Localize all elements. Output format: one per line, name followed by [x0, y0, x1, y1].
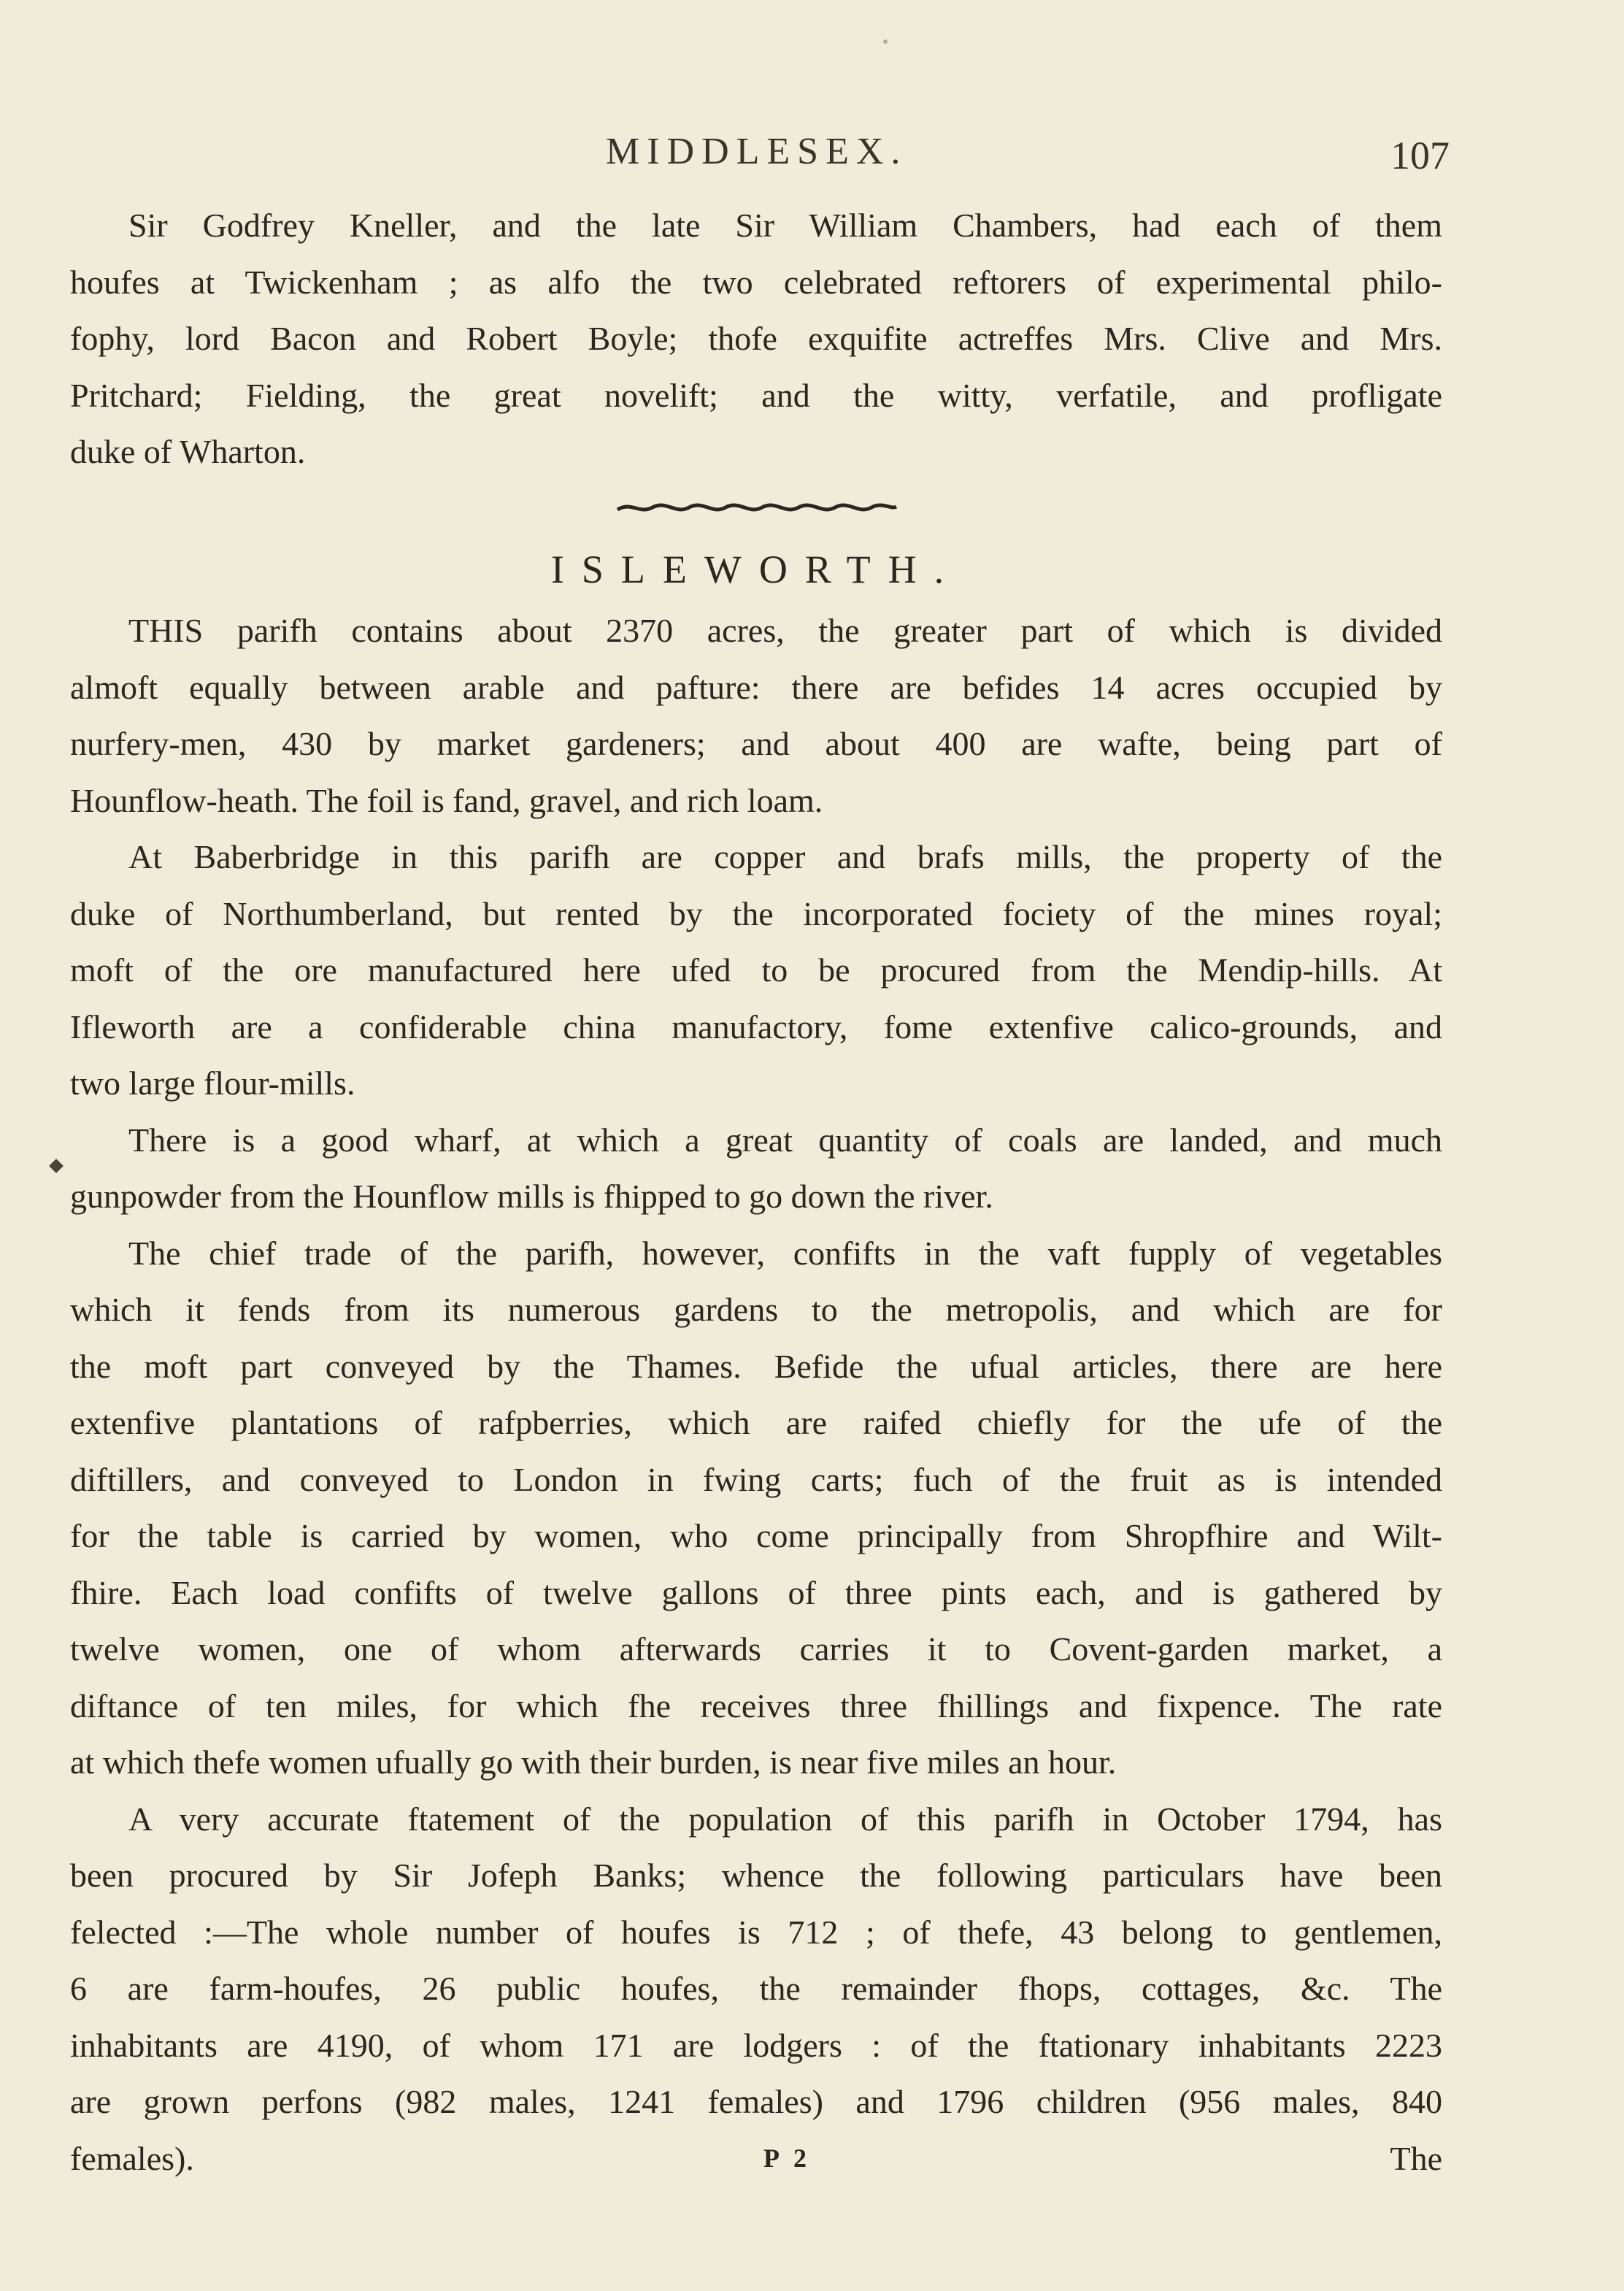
- text-line: diftillers, and conveyed to London in fwing carts; fuch of the fruit as is intended: [70, 1460, 1442, 1498]
- footer-line: [70, 2130, 1442, 2187]
- text-line: A very accurate ftatement of the population of this parifh in October 1794, has: [128, 1800, 1442, 1838]
- section-title: ISLEWORTH.: [550, 548, 962, 591]
- body-text: [70, 197, 1442, 2187]
- text-line: Hounflow-heath. The foil is fand, gravel, and rich loam.: [70, 781, 823, 819]
- text-line: Sir Godfrey Kneller, and the late Sir William Chambers, had each of them: [128, 207, 1442, 244]
- signature-mark: P 2: [763, 2143, 812, 2173]
- text-line: diftance of ten miles, for which fhe receives three fhillings and fixpence. The rate: [70, 1686, 1442, 1724]
- running-title: MIDDLESEX.: [606, 131, 908, 172]
- decorative-rule-icon: [610, 499, 902, 517]
- text-line: There is a good wharf, at which a great quantity of coals are landed, and much: [128, 1121, 1442, 1159]
- margin-mark: [49, 1159, 64, 1173]
- catchword: The: [1390, 2139, 1442, 2177]
- text-line: moft of the ore manufactured here ufed to be procured from the Mendip-hills. At: [70, 951, 1442, 989]
- page-number: 107: [1390, 134, 1450, 177]
- text-line: at which thefe women ufually go with their burden, is near five miles an hour.: [70, 1743, 1117, 1781]
- text-line: inhabitants are 4190, of whom 171 are lodgers : of the ftationary inhabitants 2223: [70, 2026, 1442, 2064]
- text-line: gunpowder from the Hounflow mills is fhipped to go down the river.: [70, 1178, 993, 1215]
- text-line: two large flour-mills.: [70, 1064, 355, 1102]
- text-line: felected :—The whole number of houfes is 712 ; of thefe, 43 belong to gentlemen,: [70, 1913, 1442, 1951]
- paragraph: [70, 1225, 1442, 1791]
- paragraph: [70, 1791, 1442, 2130]
- text-line: are grown perfons (982 males, 1241 females) and 1796 children (956 males, 840: [70, 2083, 1442, 2120]
- text-line: been procured by Sir Jofeph Banks; whence the following particulars have been: [70, 1857, 1442, 1894]
- text-line: houfes at Twickenham ; as alfo the two celebrated reftorers of experimental philo-: [70, 263, 1442, 301]
- text-line: fhire. Each load confifts of twelve gallons of three pints each, and is gathered by: [70, 1573, 1442, 1611]
- page-header: [0, 130, 1624, 188]
- paper-speck: [883, 39, 888, 44]
- text-line: nurfery-men, 430 by market gardeners; and about 400 are wafte, being part of: [70, 725, 1442, 762]
- paragraph: [70, 602, 1442, 829]
- text-line: Pritchard; Fielding, the great novelift; and the witty, verfatile, and profligate: [70, 376, 1442, 414]
- section-ornament: [70, 480, 1442, 537]
- text-line: extenfive plantations of rafpberries, which are raifed chiefly for the ufe of the: [70, 1404, 1442, 1441]
- intro-paragraph: [70, 197, 1442, 480]
- text-line: At Baberbridge in this parifh are copper and brafs mills, the property of the: [128, 838, 1442, 875]
- paragraph: [70, 1112, 1442, 1225]
- text-line-end: females).: [70, 2139, 194, 2177]
- text-line: 6 are farm-houfes, 26 public houfes, the remainder fhops, cottages, &c. The: [70, 1970, 1442, 2007]
- text-line: duke of Northumberland, but rented by the incorporated fociety of the mines royal;: [70, 894, 1442, 932]
- text-line: duke of Wharton.: [70, 433, 306, 470]
- text-line: the moft part conveyed by the Thames. Befide the ufual articles, there are here: [70, 1347, 1442, 1385]
- text-line: Ifleworth are a confiderable china manufactory, fome extenfive calico-grounds, and: [70, 1008, 1442, 1045]
- text-line: which it fends from its numerous gardens to the metropolis, and which are for: [70, 1291, 1442, 1328]
- text-line: The chief trade of the parifh, however, confifts in the vaft fupply of vegetables: [128, 1234, 1442, 1272]
- text-line: fophy, lord Bacon and Robert Boyle; thofe exquifite actreffes Mrs. Clive and Mrs.: [70, 320, 1442, 357]
- text-line: THIS parifh contains about 2370 acres, the greater part of which is divided: [128, 612, 1442, 649]
- text-line: almoft equally between arable and pafture: there are befides 14 acres occupied by: [70, 668, 1442, 706]
- paragraph: [70, 829, 1442, 1112]
- text-line: for the table is carried by women, who come principally from Shropfhire and Wilt-: [70, 1517, 1442, 1554]
- text-line: twelve women, one of whom afterwards carries it to Covent-garden market, a: [70, 1630, 1442, 1668]
